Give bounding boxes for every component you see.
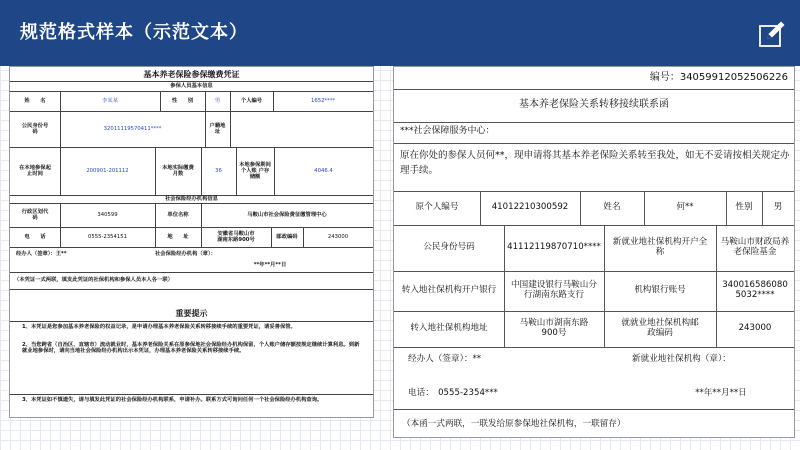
post-value: 243000 [327, 233, 349, 240]
table-rule [644, 191, 645, 225]
account-label: 机构银行账号 [634, 285, 686, 296]
hukou-label: 户籍地 址 [209, 122, 231, 135]
cert-title: 基本养老保险参保缴费凭证 [143, 70, 240, 80]
tip-3: 3、本凭证如不慎遗失，请与填发此凭证的社会保险经办机构联系，申请补办。联系方式可询问任何一个社会保险经办机构查询。 [22, 397, 323, 403]
pid-value: 1652**** [310, 97, 336, 104]
name-label: 姓名 [603, 202, 621, 213]
idno-value: 41112119870710**** [507, 242, 601, 253]
letter-seal: 新就业地社保机构（章）： [632, 354, 731, 365]
header-bar [0, 0, 800, 66]
cert-handler: 经办人（签章）：王** [16, 250, 67, 257]
addr-label: 转入地社保机构地址 [410, 323, 488, 334]
post-value: 243000 [738, 323, 772, 334]
name-value: 何** [676, 202, 694, 213]
table-rule [60, 111, 61, 147]
table-rule [273, 91, 274, 111]
cert-seal: 社会保险经办机构（章）： [155, 250, 216, 257]
tips-title: 重要提示 [175, 309, 208, 319]
table-rule [762, 191, 763, 225]
tel-value: 0555-2354151 [88, 233, 127, 240]
letter-note: （本函一式两联，一联发给原参保地社保机构，一联留存） [402, 419, 626, 430]
orig-pid-value: 41012210300592 [491, 202, 569, 213]
table-rule [60, 203, 61, 247]
table-rule [604, 225, 605, 347]
idno-label: 公民身份号 码 [21, 122, 59, 135]
post-label: 就就业地社保机构邮政编码 [621, 318, 699, 338]
table-rule [155, 203, 156, 247]
section-agency-info: 社会保险经办机构信息 [165, 195, 218, 202]
cert-date: **年**月**日 [253, 261, 287, 268]
unit-value: 马鞍山市社会保险费征缴管理中心 [247, 211, 327, 218]
table-rule [230, 111, 231, 147]
table-rule [160, 91, 161, 111]
idno-value: 32011119570411**** [103, 125, 162, 132]
pencil-icon [758, 18, 788, 48]
table-rule [155, 147, 156, 195]
gender-value: 男 [214, 97, 221, 104]
payment-certificate [9, 66, 374, 418]
letter-tel: 电话： 0555-2354*** [408, 388, 498, 399]
letter-title: 基本养老保险关系转移接续联系函 [519, 99, 669, 111]
table-rule [230, 91, 231, 111]
gender-label: 性 别 [171, 97, 194, 104]
serial-value: 340599120525062​26 [679, 72, 788, 84]
region-value: 340599 [97, 211, 118, 218]
gender-label: 性别 [735, 202, 753, 213]
addr-value: 马鞍山市湖南东路900号 [519, 318, 589, 338]
period-value: 200901-201112 [86, 167, 129, 174]
letter-recipient: ***社会保障服务中心： [400, 125, 495, 136]
account-label: 本地参保期间个人账 户存储额 [239, 161, 271, 181]
region-label: 行政区划代 码 [21, 208, 59, 221]
table-rule [205, 91, 206, 111]
section-basic-info: 参保人员基本信息 [170, 83, 213, 90]
table-rule [271, 227, 272, 247]
addr-value: 安徽省马鞍山市湖南东路900号 [217, 230, 255, 243]
table-rule [274, 147, 275, 195]
account-value: 340016586080​5032**** [722, 280, 788, 300]
months-value: 36 [215, 167, 222, 174]
name-label: 姓 名 [24, 97, 46, 104]
unit-label: 单位名称 [167, 211, 189, 218]
table-rule [201, 203, 202, 247]
table-rule [726, 191, 727, 225]
table-rule [504, 225, 505, 347]
table-rule [716, 225, 717, 347]
pid-label: 个人编号 [240, 97, 263, 104]
addr-label: 地 址 [167, 233, 189, 240]
name-value: 李某某 [102, 97, 118, 104]
letter-handler: 经办人（签章）：** [408, 354, 482, 365]
transfer-letter [393, 66, 795, 438]
table-rule [236, 147, 237, 195]
tel-label: 电 话 [24, 233, 46, 240]
bank-value: 中国建设银行马鞍山分行湖南东路支行 [511, 280, 597, 300]
letter-body: 原在你处的参保人员何**，现申请将其基本养老保险关系转至我处，如无不妥请按相关规定办理手续。 [400, 150, 790, 176]
table-rule [205, 111, 206, 147]
table-rule [201, 147, 202, 195]
table-rule [60, 91, 61, 111]
cert-note: （本凭证一式两联，填发此凭证的社保机构和参保人员本人各一联） [14, 276, 173, 283]
bank-label: 转入地社保机构开户银行 [401, 285, 497, 296]
idno-label: 公民身份号码 [423, 242, 475, 253]
table-rule [480, 191, 481, 225]
account-value: 4046.4 [314, 167, 333, 174]
tip-1: 1、本凭证是您参加基本养老保险的权益记录，是申请办理基本养老保险关系转移接续手续的重要凭证，请妥善保管。 [22, 324, 296, 330]
gender-value: 男 [773, 202, 783, 213]
new-bank-name-value: 马鞍山市财政局养老保险基金 [720, 237, 790, 257]
period-label: 在本地参保起止时间 [19, 164, 51, 177]
page-title: 规范格式样本（示范文本） [20, 22, 248, 43]
serial-number [558, 69, 788, 87]
serial-label: 编号： [649, 72, 680, 84]
orig-pid-label: 原个人编号 [415, 202, 459, 213]
table-rule [303, 227, 304, 247]
months-label: 本地实际缴费月数 [162, 164, 194, 177]
letter-date: **年**月**日 [695, 388, 747, 399]
new-bank-name-label: 新就业地社保机构开户全称 [612, 237, 708, 257]
post-label: 邮政编码 [276, 233, 298, 240]
tip-2: 2、当您跨省（自治区、直辖市）流动就业时，基本养老保险关系在原参保地社会保险经办机构保留，个人账户储存额按规定继续计算利息。到新就业地参保时，请向当地社会保险经办机构出示本凭证，办理基本养老保险关系转移接续手续。 [22, 342, 360, 355]
table-rule [580, 191, 581, 225]
table-rule [60, 147, 61, 195]
